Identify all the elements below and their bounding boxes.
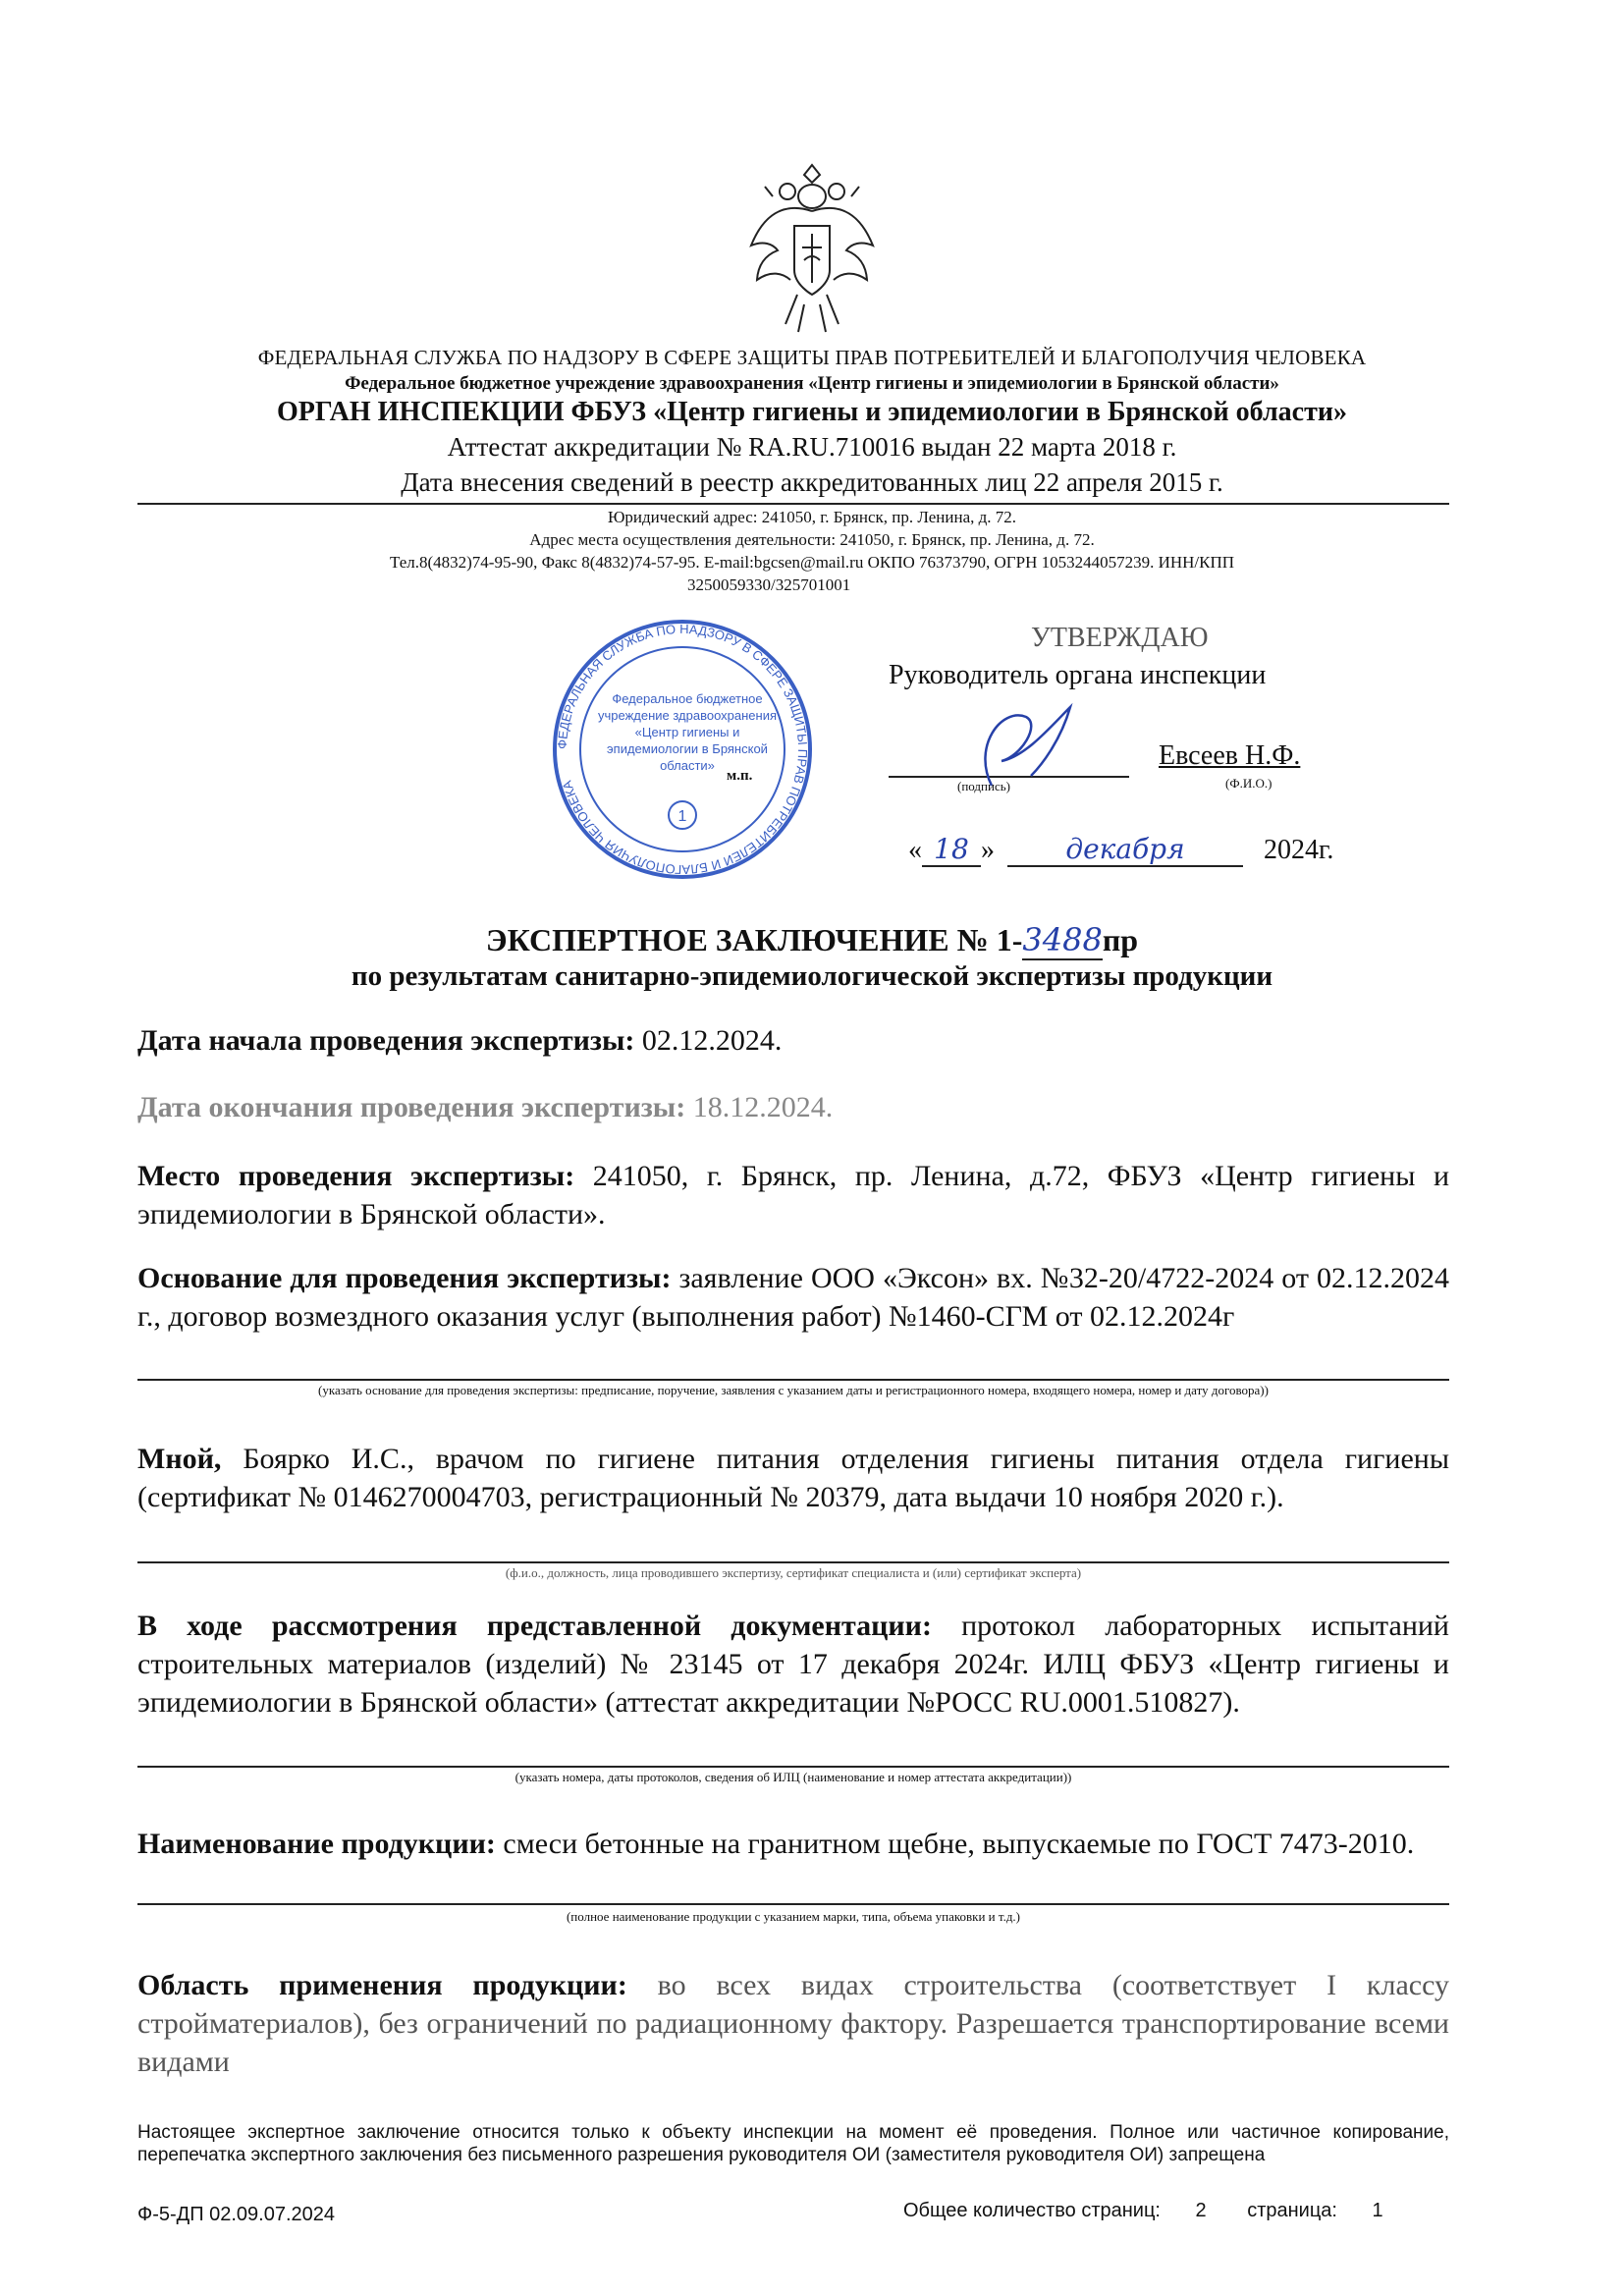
page-value: 1 — [1372, 2200, 1383, 2221]
total-pages-label: Общее количество страниц: — [903, 2200, 1161, 2221]
start-date-value: 02.12.2024. — [634, 1024, 783, 1057]
docs-value: протокол лабораторных испытаний строительных материалов (изделий) № 23145 от 17 декабря 2024г. ИЛЦ ФБУЗ «Центр гигиены и эпидемиологии в Брянской области» (аттестат аккредитации №РОСС RU.0001.510827). — [137, 1610, 1449, 1719]
page-label: страница: — [1247, 2200, 1337, 2221]
expert-divider — [137, 1561, 1449, 1563]
activity-address: Адрес места осуществления деятельности: 241050, г. Брянск, пр. Ленина, д. 72. — [529, 530, 1095, 549]
stamp-inner-line: эпидемиологии в Брянской — [607, 741, 768, 756]
date-month: декабря — [1007, 833, 1243, 867]
stamp-inner-line: Федеральное бюджетное — [612, 691, 763, 706]
place-row — [137, 1157, 1449, 1233]
copy-notice: Настоящее экспертное заключение относится только к объекту инспекции на момент её проведения. Полное или частичное копирование, перепечатка экспертного заключения без письменного разрешения руководителя ОИ (заместителя руководителя ОИ) запрещена — [137, 2122, 1449, 2166]
start-date-label: Дата начала проведения экспертизы: — [137, 1024, 635, 1057]
scope-value: во всех видах строительства (соответствует I классу стройматериалов), без ограничений по радиационному фактору. Разрешается транспортирование всеми видами — [137, 1969, 1449, 2078]
docs-label: В ходе рассмотрения представленной документации: — [137, 1610, 932, 1642]
stamp-inner-line: учреждение здравоохранения — [597, 708, 778, 723]
scope-label: Область применения продукции: — [137, 1969, 627, 2001]
agency-name: ФЕДЕРАЛЬНАЯ СЛУЖБА ПО НАДЗОРУ В СФЕРЕ ЗАЩИТЫ ПРАВ ПОТРЕБИТЕЛЕЙ И БЛАГОПОЛУЧИЯ ЧЕЛОВЕКА — [257, 346, 1367, 369]
expert-label: Мной, — [137, 1443, 222, 1475]
page-count — [903, 2200, 1383, 2222]
stamp-number: 1 — [677, 808, 687, 825]
fio-caption: (Ф.И.О.) — [1225, 776, 1272, 791]
form-code: Ф-5-ДП 02.09.07.2024 — [137, 2204, 336, 2225]
product-row — [137, 1825, 1449, 1863]
expert-note: (ф.и.о., должность, лица проводившего экспертизу, сертификат специалиста и (или) сертификат эксперта) — [505, 1565, 1082, 1580]
date-open-quote: « — [908, 835, 922, 865]
organ-name: ОРГАН ИНСПЕКЦИИ ФБУЗ «Центр гигиены и эпидемиологии в Брянской области» — [277, 397, 1347, 427]
basis-value: заявление ООО «Эксон» вх. №32-20/4722-2024 от 02.12.2024 г., договор возмездного оказания услуг (выполнения работ) №1460-СГМ от 02.12.2024г — [137, 1262, 1449, 1333]
institution-name: Федеральное бюджетное учреждение здравоохранения «Центр гигиены и эпидемиологии в Брянской области» — [345, 373, 1279, 394]
contacts-line: Тел.8(4832)74-95-90, Факс 8(4832)74-57-95. E-mail:bgcsen@mail.ru ОКПО 76373790, ОГРН 1053244057239. ИНН/КПП — [389, 553, 1235, 572]
conclusion-number: 3488 — [1022, 921, 1103, 958]
docs-row — [137, 1607, 1449, 1722]
expert-value: Боярко И.С., врачом по гигиене питания отделения гигиены питания отдела гигиены (сертификат № 0146270004703, регистрационный № 20379, дата выдачи 10 ноября 2020 г.). — [137, 1443, 1449, 1513]
product-divider — [137, 1903, 1449, 1905]
signature-caption: (подпись) — [957, 779, 1010, 793]
date-day: 18 — [922, 833, 981, 867]
basis-note: (указать основание для проведения экспертизы: предписание, поручение, заявления с указанием даты и регистрационного номера, входящего номера, номер и дату договора)) — [318, 1383, 1269, 1397]
product-label: Наименование продукции: — [137, 1828, 496, 1860]
date-year: 2024г. — [1264, 835, 1334, 865]
title-prefix: ЭКСПЕРТНОЕ ЗАКЛЮЧЕНИЕ № 1- — [485, 922, 1023, 957]
coat-of-arms-icon — [743, 157, 881, 339]
round-stamp — [550, 587, 815, 911]
docs-note: (указать номера, даты протоколов, сведения об ИЛЦ (наименование и номер аттестата аккредитации)) — [514, 1770, 1072, 1784]
inn-line: 3250059330/325701001 — [687, 575, 851, 594]
document-subtitle: по результатам санитарно-эпидемиологической экспертизы продукции — [351, 960, 1273, 992]
end-date-row — [137, 1088, 1449, 1126]
expert-row — [137, 1440, 1449, 1516]
basis-row — [137, 1259, 1449, 1336]
total-pages-value: 2 — [1195, 2200, 1207, 2221]
title-suffix: пр — [1102, 922, 1139, 957]
header-divider — [137, 503, 1449, 505]
place-label: Место проведения экспертизы: — [137, 1160, 575, 1192]
start-date-row — [137, 1021, 1449, 1060]
product-note: (полное наименование продукции с указанием марки, типа, объема упаковки и т.д.) — [566, 1909, 1021, 1924]
document-title — [0, 921, 1624, 960]
docs-divider — [137, 1766, 1449, 1768]
basis-label: Основание для проведения экспертизы: — [137, 1262, 672, 1294]
product-value: смеси бетонные на гранитном щебне, выпускаемые по ГОСТ 7473-2010. — [495, 1828, 1415, 1860]
registry-date-line: Дата внесения сведений в реестр аккредитованных лиц 22 апреля 2015 г. — [401, 467, 1223, 497]
approval-date — [908, 833, 1333, 867]
date-close-quote: » — [981, 835, 995, 865]
approve-word: УТВЕРЖДАЮ — [1031, 623, 1209, 653]
mp-label: м.п. — [727, 768, 753, 784]
legal-address: Юридический адрес: 241050, г. Брянск, пр. Ленина, д. 72. — [607, 508, 1017, 526]
stamp-inner-line: «Центр гигиены и — [634, 725, 740, 739]
stamp-ring-text: ФЕДЕРАЛЬНАЯ СЛУЖБА ПО НАДЗОРУ В СФЕРЕ ЗАЩИТЫ ПРАВ ПОТРЕБИТЕЛЕЙ И БЛАГОПОЛУЧИЯ ЧЕЛОВЕКА — [554, 621, 811, 878]
accreditation-line: Аттестат аккредитации № RA.RU.710016 выдан 22 марта 2018 г. — [447, 432, 1177, 462]
stamp-inner-line: области» — [660, 758, 715, 773]
place-value: 241050, г. Брянск, пр. Ленина, д.72, ФБУЗ «Центр гигиены и эпидемиологии в Брянской области». — [137, 1160, 1449, 1230]
approver-role: Руководитель органа инспекции — [889, 660, 1267, 690]
scope-row — [137, 1966, 1449, 2081]
end-date-label: Дата окончания проведения экспертизы: — [137, 1091, 686, 1123]
end-date-value: 18.12.2024. — [685, 1091, 834, 1123]
approver-name: Евсеев Н.Ф. — [1159, 740, 1301, 771]
basis-divider — [137, 1379, 1449, 1381]
